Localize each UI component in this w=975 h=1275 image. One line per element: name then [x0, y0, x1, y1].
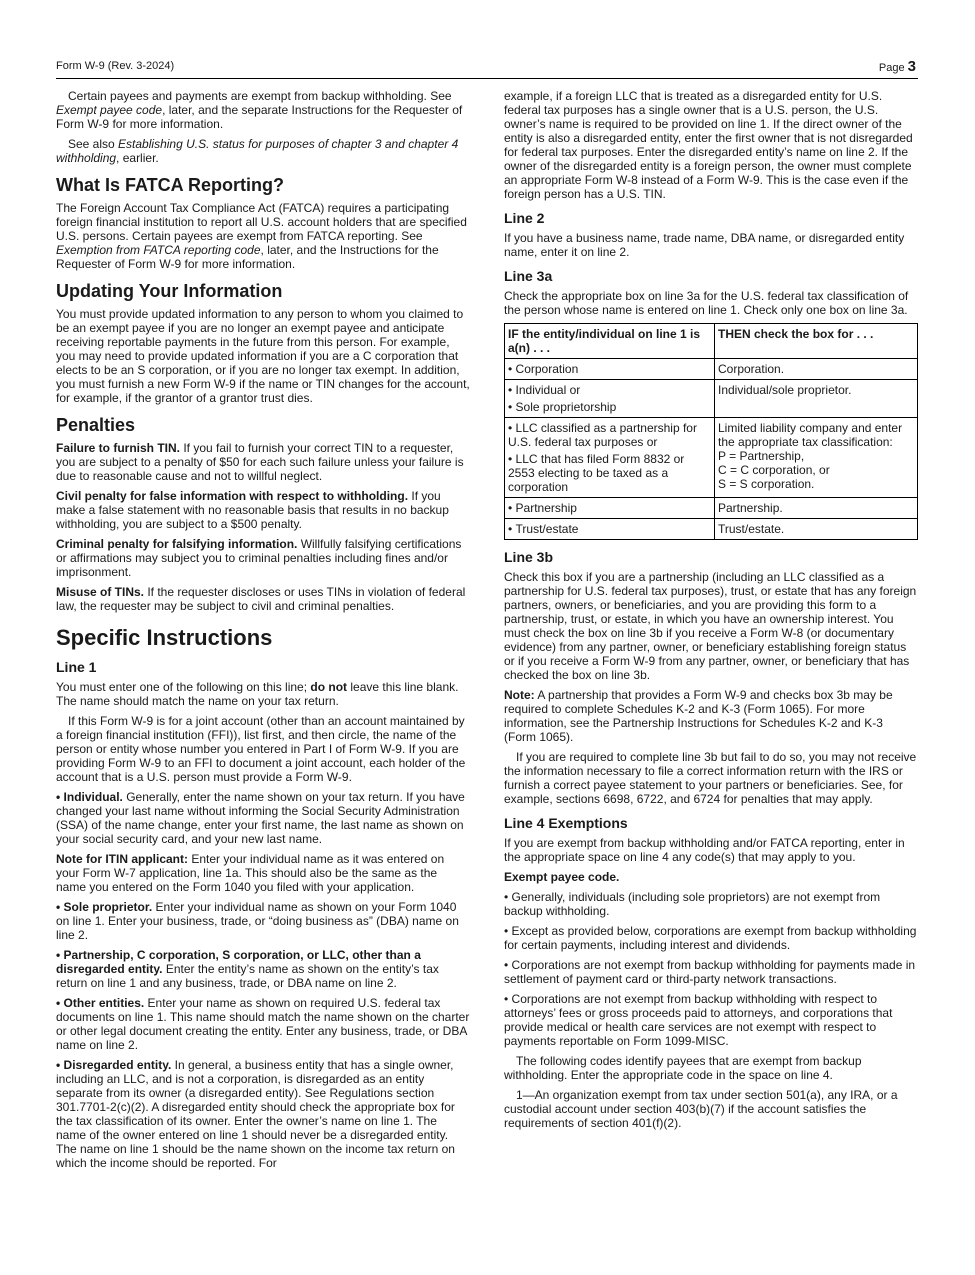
- exempt-payee-code-ref: Exempt payee code: [56, 103, 163, 117]
- line3a-heading: Line 3a: [504, 268, 553, 284]
- form-id: Form W-9 (Rev. 3-2024): [56, 60, 175, 72]
- updating-heading: Updating Your Information: [56, 281, 283, 301]
- page-header: [56, 58, 918, 79]
- line1-paragraph: You must enter one of the following on this line; do not leave this line blank. The name should match the name on your tax return.: [56, 680, 459, 708]
- fatca-heading: What Is FATCA Reporting?: [56, 175, 284, 195]
- right-column: [504, 89, 918, 1136]
- table-cell: Partnership.: [715, 498, 918, 519]
- continued-paragraph: example, if a foreign LLC that is treated as a disregarded entity for U.S. federal tax purposes has a single owner that is a U.S. person, the U.S. owner’s name is required to be provided on line 1. If the direct owner of the entity is also a disregarded entity, enter the first owner that is not disregarded for federal tax purposes. Enter the disregarded entity’s name on line 2. If the owner of the disregarded entity is a foreign person, the owner must complete an appropriate Form W-8 instead of a Form W-9. This is the case even if the foreign person has a U.S. TIN.: [504, 89, 913, 201]
- line1-heading: Line 1: [56, 659, 97, 675]
- line4-heading: Line 4 Exemptions: [504, 815, 628, 831]
- line3b-heading: Line 3b: [504, 549, 554, 565]
- exempt-payee-code-heading: Exempt payee code.: [504, 870, 620, 884]
- code-1-paragraph: 1—An organization exempt from tax under section 501(a), any IRA, or a custodial account under section 403(b)(7) if the account satisfies the requirements of section 401(f)(2).: [504, 1088, 898, 1130]
- line3b-fail-paragraph: If you are required to complete line 3b but fail to do so, you may not receive the information necessary to file a correct information return with the IRS or furnish a correct payee statement to your partners or beneficiaries. See, for example, sections 6698, 6722, and 6724 for penalties that may apply.: [504, 750, 917, 806]
- table-cell: • Individual or • Sole proprietorship: [505, 380, 715, 418]
- individual-paragraph: • Individual. Generally, enter the name shown on your tax return. If you have changed your last name without informing the Social Security Administration (SSA) of the name change, enter your first name, the last name as shown on your social security card, and your new last name.: [56, 790, 465, 846]
- updating-paragraph: You must provide updated information to any person to whom you claimed to be an exempt payee if you are no longer an exempt payee and anticipate receiving reportable payments in the future from this person. For example, you may need to provide updated information if you are a C corporation that elects to be an S corporation, or if you are no longer tax exempt. In addition, you must furnish a new Form W-9 if the name or TIN changes for the account, for example, if the grantor of a grantor trust dies.: [56, 307, 470, 405]
- table-row: [505, 519, 918, 540]
- line3b-paragraph: Check this box if you are a partnership (including an LLC classified as a partnership for U.S. federal tax purposes), trust, or estate that has any foreign partners, owners, or beneficiaries, and you are providing this form to a partnership, trust, or estate, in which you have an ownership interest. You must check the box on line 3b if you receive a Form W-8 (or documentary evidence) from any partner, owner, or beneficiary establishing foreign status or if you receive a Form W-9 from any partner, owner, or beneficiary that has checked the box on line 3b.: [504, 570, 917, 682]
- line4-paragraph: If you are exempt from backup withholding and/or FATCA reporting, enter in the appropriate space on line 4 any code(s) that may apply to you.: [504, 836, 905, 864]
- line3a-paragraph: Check the appropriate box on line 3a for the U.S. federal tax classification of the person whose name is entered on line 1. Check only one box on line 3a.: [504, 289, 909, 317]
- page-num: 3: [907, 58, 916, 75]
- penalty-failure-tin: Failure to furnish TIN. If you fail to furnish your correct TIN to a requester, you are subject to a penalty of $50 for each such failure unless your failure is due to reasonable cause and not to willful neglect.: [56, 441, 464, 483]
- us-status-ref: Establishing U.S. status for purposes of chapter 3 and chapter 4 withholding: [56, 137, 459, 165]
- codes-paragraph: The following codes identify payees that are exempt from backup withholding. Enter the appropriate code in the space on line 4.: [504, 1054, 862, 1082]
- exempt-bullet: • Generally, individuals (including sole proprietors) are not exempt from backup withholding.: [504, 890, 881, 918]
- table-cell: • Trust/estate: [505, 519, 715, 540]
- table-cell: Trust/estate.: [715, 519, 918, 540]
- intro-paragraph: Certain payees and payments are exempt from backup withholding. See Exempt payee code, later, and the separate Instructions for the Requester of Form W-9 for more information.: [56, 89, 463, 131]
- table-cell: • Corporation: [505, 359, 715, 380]
- page-number: [879, 58, 916, 75]
- penalty-civil: Civil penalty for false information with respect to withholding. If you make a false statement with no reasonable basis that results in no backup withholding, you are subject to a $500 penalty.: [56, 489, 449, 531]
- exempt-bullet: • Corporations are not exempt from backup withholding for payments made in settlement of payment card or third-party network transactions.: [504, 958, 916, 986]
- line2-paragraph: If you have a business name, trade name, DBA name, or disregarded entity name, enter it on line 2.: [504, 231, 905, 259]
- table-header-cell: IF the entity/individual on line 1 is a(n) . . .: [505, 324, 715, 359]
- itin-note: Note for ITIN applicant: Enter your individual name as it was entered on your Form W-7 application, line 1a. This should also be the same as the name you entered on the Form 1040 you filed with your application.: [56, 852, 445, 894]
- line3b-note: Note: A partnership that provides a Form W-9 and checks box 3b may be required to complete Schedules K-2 and K-3 (Form 1065). For more information, see the Partnership Instructions for Schedules K-2 and K-3 (Form 1065).: [504, 688, 893, 744]
- table-row: [505, 359, 918, 380]
- line2-heading: Line 2: [504, 210, 545, 226]
- table-cell: Limited liability company and enter the appropriate tax classification: P = Partnership, C = C corporation, or S = S corporation.: [715, 418, 918, 498]
- exempt-bullet: • Corporations are not exempt from backup withholding with respect to attorneys’ fees or gross proceeds paid to attorneys, and corporations that provide medical or health care services are not exempt with respect to payments reportable on Form 1099-MISC.: [504, 992, 893, 1048]
- table-cell: • LLC classified as a partnership for U.S. federal tax purposes or • LLC that has filed Form 8832 or 2553 electing to be taxed as a corporation: [505, 418, 715, 498]
- table-row: [505, 418, 918, 498]
- exempt-bullet: • Except as provided below, corporations are exempt from backup withholding for certain payments, including interest and dividends.: [504, 924, 917, 952]
- penalties-heading: Penalties: [56, 415, 136, 435]
- penalty-criminal: Criminal penalty for falsifying information. Willfully falsifying certifications or affirmations may subject you to criminal penalties including fines and/or imprisonment.: [56, 537, 462, 579]
- penalty-misuse: Misuse of TINs. If the requester discloses or uses TINs in violation of federal law, the requester may be subject to civil and criminal penalties.: [56, 585, 466, 613]
- table-cell: • Partnership: [505, 498, 715, 519]
- table-header-row: [505, 324, 918, 359]
- partnership-paragraph: • Partnership, C corporation, S corporation, or LLC, other than a disregarded entity. Enter the entity’s name as shown on the entity’s tax return on line 1 and any business, trade, or DBA name on line 2.: [56, 948, 439, 990]
- table-header-cell: THEN check the box for . . .: [715, 324, 918, 359]
- table-row: [505, 498, 918, 519]
- classification-table: [504, 323, 918, 540]
- left-column: [56, 89, 470, 1176]
- disregarded-entity-paragraph: • Disregarded entity. In general, a business entity that has a single owner, including an LLC, and is not a corporation, is disregarded as an entity separate from its owner (a disregarded entity). See Regulations section 301.7701-2(c)(2). A disregarded entity should check the appropriate box for the tax classification of its owner. Enter the owner’s name on line 1. The name of the owner entered on line 1 should never be a disregarded entity. The name on line 1 should be the name shown on the income tax return on which the income should be reported. For: [56, 1058, 455, 1170]
- joint-account-paragraph: If this Form W-9 is for a joint account (other than an account maintained by a foreign financial institution (FFI)), list first, and then circle, the name of the person or entity whose number you entered in Part I of Form W-9. If you are providing Form W-9 to an FFI to document a joint account, each holder of the account that is a U.S. person must provide a Form W-9.: [56, 714, 466, 784]
- sole-proprietor-paragraph: • Sole proprietor. Enter your individual name as shown on your Form 1040 on line 1. Enter your business, trade, or “doing business as” (DBA) name on line 2.: [56, 900, 459, 942]
- page-word: Page: [878, 62, 905, 74]
- table-cell: Corporation.: [715, 359, 918, 380]
- specific-instructions-heading: Specific Instructions: [56, 625, 273, 650]
- fatca-paragraph: The Foreign Account Tax Compliance Act (FATCA) requires a participating foreign financial institution to report all U.S. account holders that are specified U.S. persons. Certain payees are exempt from FATCA reporting. See Exemption from FATCA reporting code, later, and the Instructions for the Requester of Form W-9 for more information.: [56, 201, 467, 271]
- table-cell: Individual/sole proprietor.: [715, 380, 918, 418]
- table-row: [505, 380, 918, 418]
- other-entities-paragraph: • Other entities. Enter your name as shown on required U.S. federal tax documents on line 1. This name should match the name shown on the charter or other legal document creating the entity. Enter any business, trade, or DBA name on line 2.: [56, 996, 470, 1052]
- fatca-code-ref: Exemption from FATCA reporting code: [56, 243, 261, 257]
- see-also-paragraph: See also Establishing U.S. status for purposes of chapter 3 and chapter 4 withholding, earlier.: [56, 137, 459, 165]
